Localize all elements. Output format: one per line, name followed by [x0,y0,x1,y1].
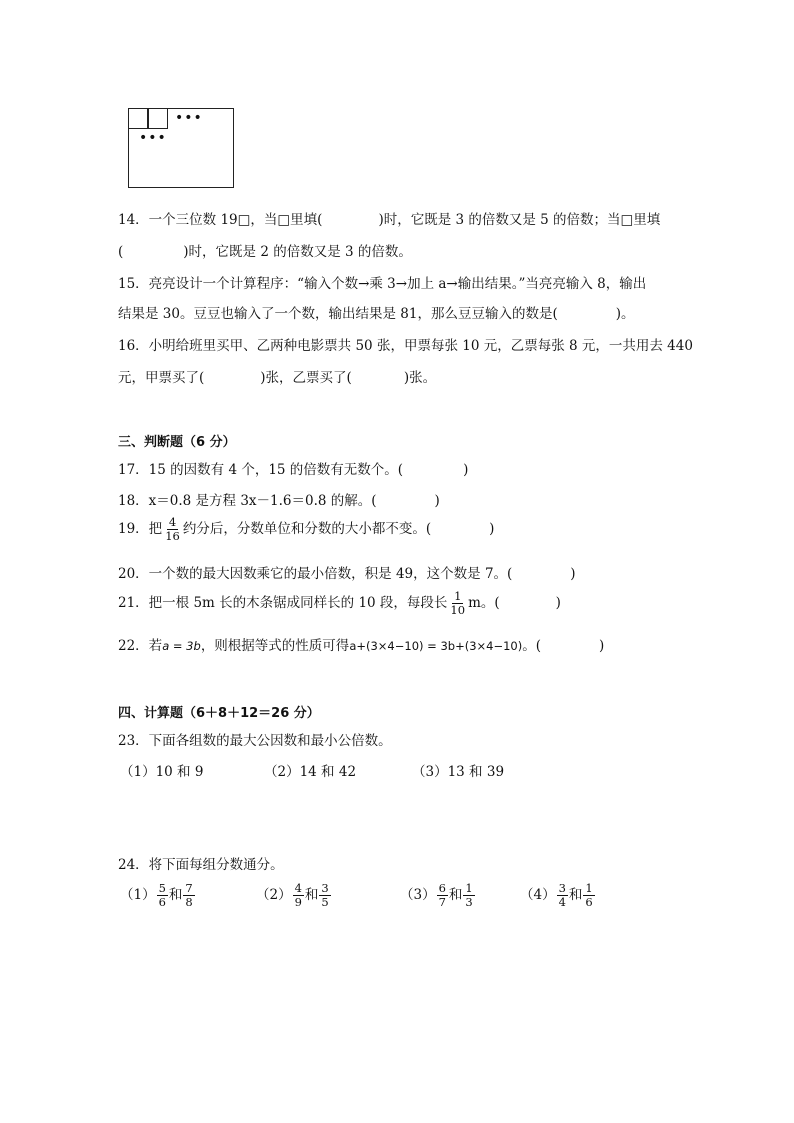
q24-and: 和 [568,887,583,903]
fraction-denominator: 7 [438,895,446,909]
fraction-denominator: 5 [321,895,329,909]
q16-text-b: )张，乙票买了( [260,370,352,386]
q19-text-pre: 19．把 [118,521,163,537]
q24-fraction-a [157,882,168,909]
q15-text-b: )。 [615,306,635,322]
q19-text-post: 约分后，分数单位和分数的大小都不变。( [182,521,432,537]
question-14-line-1 [118,208,660,228]
q19-fraction [163,516,182,543]
q22-equation-2: a+(3×4−10) = 3b+(3×4−10) [349,639,523,653]
q20-text: 20．一个数的最大因数乘它的最小倍数，积是 49，这个数是 7。( [118,566,513,582]
q20-close: ) [570,566,576,582]
question-24: 24．将下面每组分数通分。 [118,857,284,873]
q21-text-pre: 21．把一根 5m 长的木条锯成同样长的 10 段，每段长 [118,595,448,611]
q21-text-post: m。( [468,595,500,611]
q14-text-a: 14．一个三位数 19□，当□里填( [118,212,323,228]
q21-fraction [448,590,467,617]
q19-fraction-denominator: 16 [165,529,180,543]
q17-close: ) [463,462,469,478]
section-4-title: 四、计算题（6＋8＋12＝26 分） [118,706,320,721]
fraction-numerator: 3 [321,881,329,895]
fraction-numerator: 1 [585,881,593,895]
q22-close: ) [599,638,605,654]
question-16-line-1: 16．小明给班里买甲、乙两种电影票共 50 张，甲票每张 10 元，乙票每张 8 元，一共用去 440 [118,338,693,354]
q24-item-label: （2） [256,887,292,903]
q24-fraction-b [183,882,194,909]
q24-item-label: （4） [520,887,556,903]
fraction-numerator: 1 [465,881,473,895]
q23-item-1: （1）10 和 9 [120,764,204,780]
q16-text-a: 元，甲票买了( [118,370,205,386]
q24-item-label: （3） [400,887,436,903]
section-3-title: 三、判断题（6 分） [118,435,236,450]
q24-and: 和 [304,887,319,903]
q23-item-3: （3）13 和 39 [412,764,505,780]
q14-text-d: )时，它既是 2 的倍数又是 3 的倍数。 [183,244,412,260]
q24-fraction-a [557,882,568,909]
q15-text-a: 结果是 30。豆豆也输入了一个数，输出结果是 81，那么豆豆输入的数是( [118,306,558,322]
diagram-cell-1 [128,108,149,129]
fraction-numerator: 7 [185,881,193,895]
fraction-numerator: 3 [558,881,566,895]
question-19 [118,516,494,543]
question-16-line-2 [118,366,436,386]
diagram-dots-top: ••• [175,110,203,126]
q24-fraction-b [583,882,594,909]
fraction-numerator: 4 [294,881,302,895]
q24-fraction-b [463,882,474,909]
q24-fraction-a [293,882,304,909]
fraction-denominator: 8 [185,895,193,909]
q22-equation-1: a = 3b [162,639,201,653]
question-17 [118,458,468,478]
diagram-dots-left: ••• [139,130,167,146]
question-22 [118,634,604,654]
q24-item-label: （1） [120,887,156,903]
fraction-denominator: 9 [294,895,302,909]
fraction-denominator: 6 [585,895,593,909]
q14-text-c: ( [118,244,124,260]
q24-and: 和 [168,887,183,903]
fraction-denominator: 3 [465,895,473,909]
q18-text: 18．x＝0.8 是方程 3x－1.6＝0.8 的解。( [118,493,377,509]
question-23: 23．下面各组数的最大公因数和最小公倍数。 [118,733,392,749]
q24-item-3 [400,882,476,909]
q14-text-b: )时，它既是 3 的倍数又是 5 的倍数；当□里填 [378,212,661,228]
q19-close: ) [489,521,495,537]
question-18 [118,489,440,509]
diagram-cell-2 [147,108,168,129]
q23-item-2: （2）14 和 42 [264,764,357,780]
q21-close: ) [555,595,561,611]
q24-and: 和 [448,887,463,903]
fraction-numerator: 6 [438,881,446,895]
question-14-line-2 [118,240,412,260]
q22-text-mid: ，则根据等式的性质可得 [200,638,350,654]
q24-fraction-a [437,882,448,909]
q24-item-2 [256,882,332,909]
grid-diagram [128,108,234,188]
q16-text-c: )张。 [403,370,437,386]
question-20 [118,562,576,582]
fraction-numerator: 5 [158,881,166,895]
question-21 [118,590,561,617]
question-15-line-1: 15．亮亮设计一个计算程序：“输入个数→乘 3→加上 a→输出结果。”当亮亮输入 8，输出 [118,276,647,292]
fraction-denominator: 4 [558,895,566,909]
fraction-denominator: 6 [158,895,166,909]
q22-text-pre: 22．若 [118,638,163,654]
q21-fraction-numerator: 1 [454,589,462,603]
q24-item-4 [520,882,596,909]
q24-fraction-b [319,882,330,909]
q22-text-post: 。( [522,638,541,654]
q24-item-1 [120,882,196,909]
q19-fraction-numerator: 4 [168,515,177,529]
question-15-line-2 [118,302,635,322]
q21-fraction-denominator: 10 [450,603,466,617]
q17-text: 17．15 的因数有 4 个，15 的倍数有无数个。( [118,462,404,478]
q18-close: ) [434,493,440,509]
